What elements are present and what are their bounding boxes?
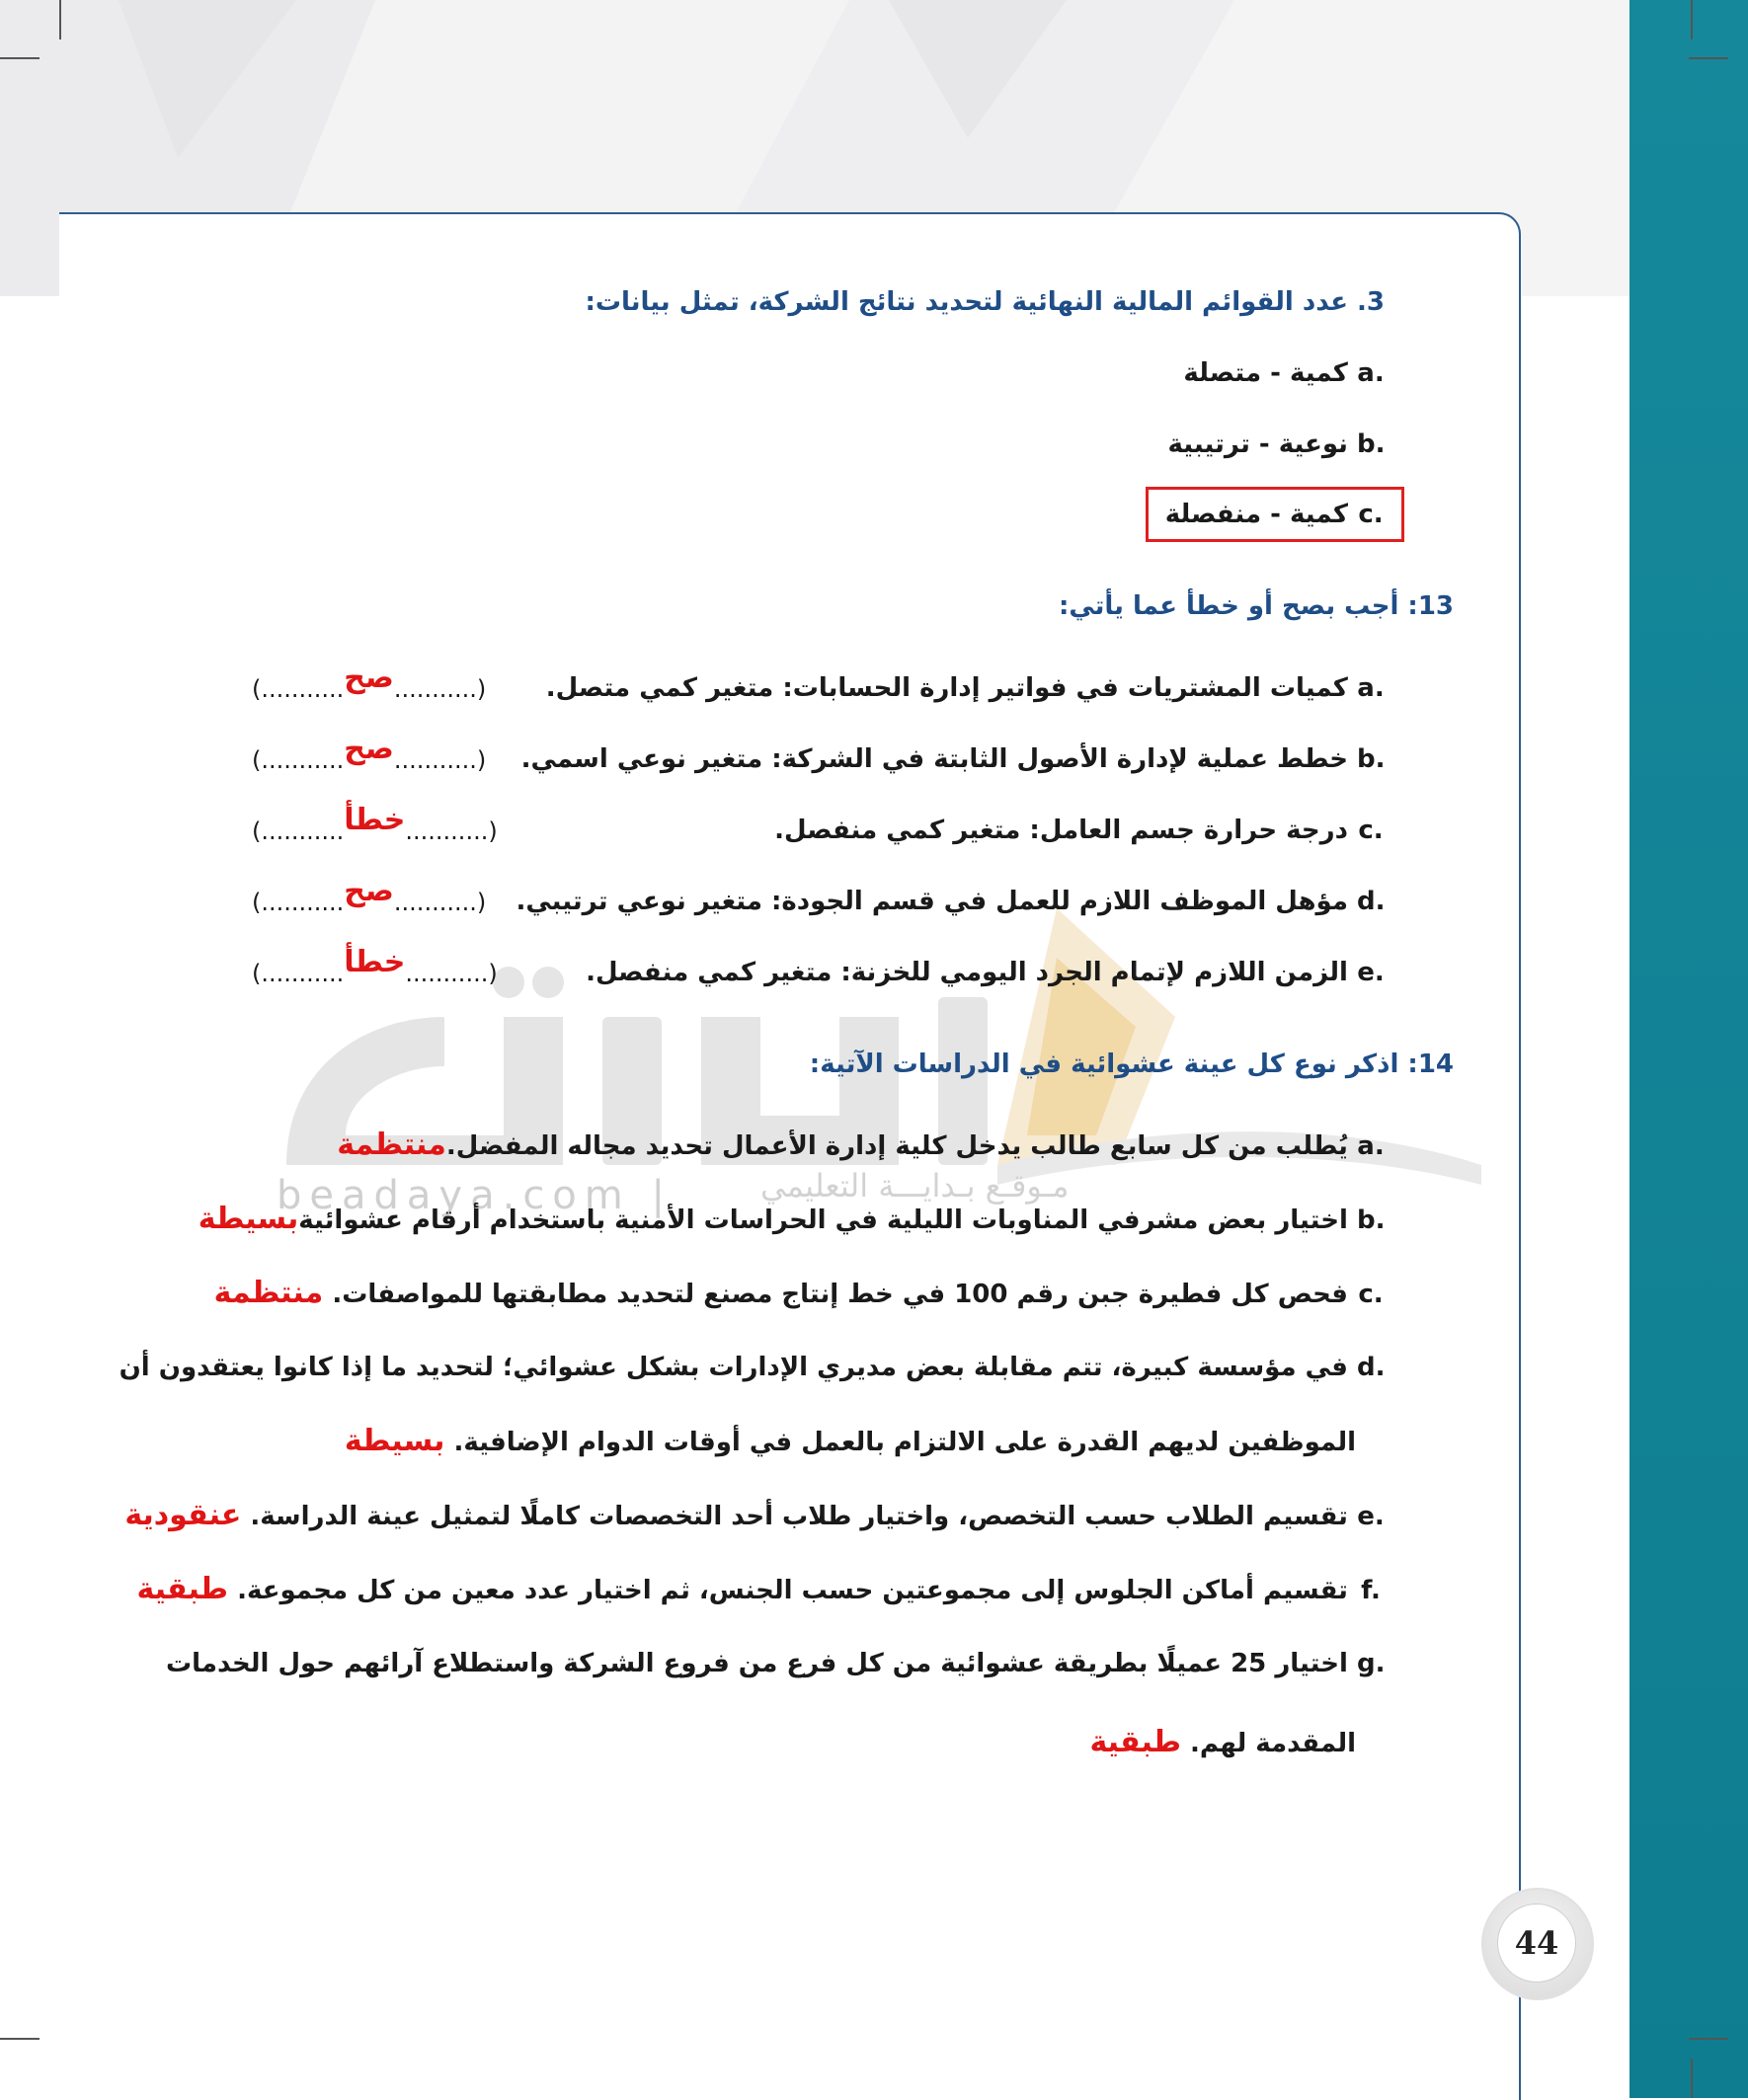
q14-item-b [2,1200,1385,1240]
q3-option-b [2,425,1385,464]
q14-item-g [71,1644,1385,1683]
q3-option-text: كمية - متصلة [1183,358,1348,388]
q13-answer-a: صح [344,661,394,695]
q14-item-letter: d. [1357,1353,1386,1382]
page-number: 44 [1497,1904,1576,1983]
q14-answer-e: عنقودية [124,1498,242,1532]
q14-item-text: تقسيم أماكن الجلوس إلى مجموعتين حسب الجنس، ثم اختيار عدد معين من كل مجموعة. [237,1576,1348,1605]
q14-answer-b: بسيطة [198,1202,299,1236]
q14-answer-f: طبقية [136,1572,228,1606]
q13-item-letter: c. [1358,816,1384,845]
q14-item-text-cont: الموظفين لديهم القدرة على الالتزام بالعمل في أوقات الدوام الإضافية. [453,1428,1356,1457]
q14-item-f [2,1570,1385,1610]
q14-item-c [2,1274,1385,1314]
q13-item-text: خطط عملية لإدارة الأصول الثابتة في الشركة: متغير نوعي اسمي. [520,744,1348,774]
q3-title: 3. عدد القوائم المالية النهائية لتحديد نتائج الشركة، تمثل بيانات: [585,287,1385,317]
q3-option-letter: b. [1357,429,1386,459]
q14-item-letter: g. [1357,1649,1386,1678]
watermark-arabic: مـوقـع بـدايـــة التعليمي [760,1167,1070,1205]
q13-answer-c: خطأ [344,803,406,837]
crop-mark [0,57,40,59]
q13-item-text: مؤهل الموظف اللازم للعمل في قسم الجودة: متغير نوعي ترتيبي. [516,887,1348,916]
q3-option-a [2,353,1385,393]
q14-answer-d: بسيطة [344,1424,445,1458]
q13-title: 13: أجب بصح أو خطأ عما يأتي: [1058,591,1454,621]
q13-answer-blank-b: (...........صح...........) [252,732,487,774]
q14-item-text: اختيار 25 عميلًا بطريقة عشوائية من كل فرع من فروع الشركة واستطلاع آرائهم حول الخدمات [165,1649,1348,1678]
crop-mark [1691,0,1693,39]
q14-answer-a: منتظمة [337,1128,446,1162]
q14-answer-g: طبقية [1089,1725,1181,1759]
q13-item-c [2,803,1385,850]
q13-item-letter: b. [1357,744,1386,774]
q14-item-g-continued [0,1723,1356,1763]
q14-title: 14: اذكر نوع كل عينة عشوائية في الدراسات الآتية: [809,1050,1454,1079]
q14-answer-c: منتظمة [213,1276,324,1310]
q13-answer-d: صح [344,874,394,908]
q14-item-e [2,1496,1385,1536]
q13-answer-b: صح [344,732,394,766]
crop-mark [0,2038,40,2040]
q14-item-d-continued [0,1422,1356,1462]
q14-item-letter: b. [1357,1206,1386,1235]
q14-item-letter: a. [1357,1131,1385,1161]
crop-mark [1691,2059,1693,2098]
q13-item-text: كميات المشتريات في فواتير إدارة الحسابات: متغير كمي متصل. [545,673,1348,703]
q13-item-a [2,661,1385,708]
q14-item-letter: f. [1361,1576,1381,1605]
crop-mark [1689,57,1728,59]
side-color-strip [1629,0,1748,2098]
q13-answer-e: خطأ [344,945,406,979]
crop-mark [1689,2038,1728,2040]
q13-item-b [2,732,1386,779]
q14-item-text: فحص كل فطيرة جبن رقم 100 في خط إنتاج مصنع لتحديد مطابقتها للمواصفات. [332,1280,1348,1309]
q14-item-text: في مؤسسة كبيرة، تتم مقابلة بعض مديري الإدارات بشكل عشوائي؛ لتحديد ما إذا كانوا يعتقدون أن [119,1353,1348,1382]
q14-item-letter: e. [1357,1502,1385,1531]
q3-option-letter: c. [1358,500,1384,529]
q14-item-text: يُطلب من كل سابع طالب يدخل كلية إدارة الأعمال تحديد مجاله المفضل. [445,1131,1348,1161]
q3-option-text: كمية - منفصلة [1164,500,1348,529]
q13-item-text: الزمن اللازم لإتمام الجرد اليومي للخزنة: متغير كمي منفصل. [586,958,1348,987]
watermark-latin: beadaya.com | [277,1173,673,1218]
q13-item-d [2,874,1386,921]
q13-item-letter: a. [1357,673,1385,703]
q14-item-text: اختيار بعض مشرفي المناوبات الليلية في الحراسات الأمنية باستخدام أرقام عشوائية [298,1206,1348,1235]
q13-answer-blank-c: (...........خطأ...........) [252,803,498,845]
crop-mark [59,0,61,39]
q13-answer-blank-a: (...........صح...........) [252,661,487,703]
q3-option-c [2,495,1385,534]
q13-item-letter: d. [1357,887,1386,916]
q14-item-letter: c. [1358,1280,1384,1309]
q3-option-text: نوعية - ترتيبية [1167,429,1348,459]
q14-item-text-cont: المقدمة لهم. [1190,1729,1356,1758]
q13-item-text: درجة حرارة جسم العامل: متغير كمي منفصل. [774,816,1348,845]
q14-item-d [71,1348,1385,1387]
q13-item-e [2,945,1385,992]
q3-option-letter: a. [1357,358,1385,388]
q13-item-letter: e. [1357,958,1385,987]
q14-item-a [2,1126,1385,1166]
q14-item-text: تقسيم الطلاب حسب التخصص، واختيار طلاب أحد التخصصات كاملًا لتمثيل عينة الدراسة. [250,1502,1348,1531]
q13-answer-blank-e: (...........خطأ...........) [252,945,498,987]
q13-answer-blank-d: (...........صح...........) [252,874,487,916]
